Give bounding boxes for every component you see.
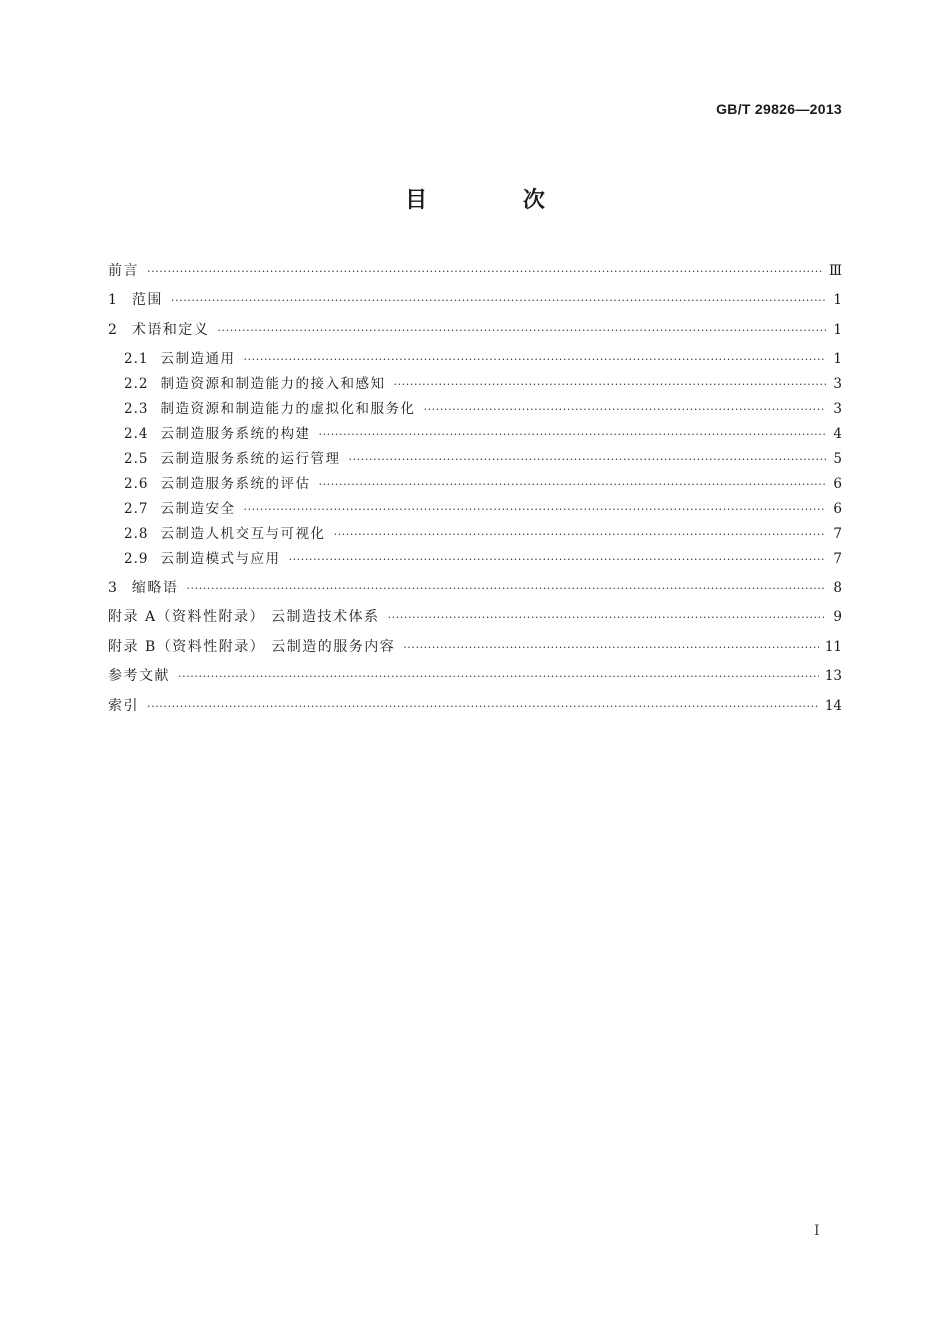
toc-leader-dots (393, 375, 826, 395)
toc-leader-dots (147, 262, 823, 282)
toc-entry-text: 术语和定义 (131, 322, 210, 338)
toc-entry-page: 6 (833, 501, 842, 517)
toc-leader-dots (423, 400, 826, 420)
toc-leader-dots (171, 291, 826, 311)
toc-leader-dots (318, 425, 826, 445)
toc-entry-terms[interactable] (108, 320, 842, 340)
toc-entry-annex-b[interactable] (108, 637, 842, 657)
toc-entry-2-4[interactable] (124, 424, 842, 444)
toc-entry-page: 9 (833, 609, 842, 625)
toc-leader-dots (388, 608, 826, 628)
toc-entry-number: 2.1 (124, 351, 149, 367)
toc-entry-text: 云制造服务系统的评估 (160, 476, 311, 492)
toc-entry-page: 1 (833, 292, 842, 308)
toc-entry-text: 云制造服务系统的构建 (160, 426, 311, 442)
toc-entry-page: 7 (833, 551, 842, 567)
toc-entry-text: 附录 B（资料性附录） 云制造的服务内容 (108, 639, 396, 655)
toc-leader-dots (217, 321, 826, 341)
toc-entry-page: 11 (824, 639, 842, 655)
toc-entry-number: 2.2 (124, 376, 149, 392)
toc-entry-text: 云制造通用 (160, 351, 236, 367)
toc-entry-page: 14 (824, 698, 842, 714)
toc-entry-number: 2.5 (124, 451, 149, 467)
toc-entry-text: 云制造人机交互与可视化 (160, 526, 326, 542)
toc-entry-page: Ⅲ (828, 263, 842, 279)
toc-entry-number: 2.7 (124, 501, 149, 517)
page-number: I (814, 1223, 820, 1239)
toc-entry-number: 3 (108, 580, 118, 596)
toc-entry-2-6[interactable] (124, 474, 842, 494)
toc-entry-2-2[interactable] (124, 374, 842, 394)
toc-entry-text: 云制造安全 (160, 501, 236, 517)
toc-entry-text: 制造资源和制造能力的接入和感知 (160, 376, 386, 392)
toc-entry-2-1[interactable] (124, 349, 842, 369)
toc-entry-page: 5 (833, 451, 842, 467)
toc-entry-number: 2.6 (124, 476, 149, 492)
toc-entry-text: 制造资源和制造能力的虚拟化和服务化 (160, 401, 416, 417)
toc-entry-page: 7 (833, 526, 842, 542)
toc-entry-page: 3 (833, 376, 842, 392)
toc-entry-number: 2 (108, 322, 118, 338)
toc-entry-page: 8 (833, 580, 842, 596)
toc-leader-dots (403, 638, 819, 658)
toc-entry-number: 2.9 (124, 551, 149, 567)
toc-entry-bibliography[interactable] (108, 666, 842, 686)
toc-entry-number: 1 (108, 292, 118, 308)
toc-leader-dots (318, 475, 826, 495)
toc-entry-text: 云制造服务系统的运行管理 (160, 451, 341, 467)
toc-entry-2-7[interactable] (124, 499, 842, 519)
toc-entry-text: 云制造模式与应用 (160, 551, 281, 567)
toc-entry-number: 2.4 (124, 426, 149, 442)
toc-entry-page: 1 (833, 322, 842, 338)
toc-entry-text: 参考文献 (108, 668, 170, 684)
toc-entry-2-3[interactable] (124, 399, 842, 419)
toc-entry-2-9[interactable] (124, 549, 842, 569)
toc-entry-index[interactable] (108, 696, 842, 716)
toc-entry-text: 缩略语 (131, 580, 179, 596)
toc-leader-dots (243, 350, 826, 370)
toc-entry-foreword[interactable] (108, 261, 842, 281)
toc-entry-2-8[interactable] (124, 524, 842, 544)
toc-leader-dots (348, 450, 826, 470)
toc-entry-page: 1 (833, 351, 842, 367)
page-title: 目 次 (405, 188, 589, 213)
toc-entry-text: 前言 (108, 263, 139, 279)
toc-entry-page: 4 (833, 426, 842, 442)
toc-entry-page: 6 (833, 476, 842, 492)
toc-leader-dots (243, 500, 826, 520)
toc-entry-2-5[interactable] (124, 449, 842, 469)
toc-entry-page: 3 (833, 401, 842, 417)
toc-entry-abbreviations[interactable] (108, 578, 842, 598)
toc-entry-number: 2.8 (124, 526, 149, 542)
toc-entry-text: 附录 A（资料性附录） 云制造技术体系 (108, 609, 380, 625)
toc-entry-scope[interactable] (108, 290, 842, 310)
toc-leader-dots (178, 667, 819, 687)
standard-number: GB/T 29826—2013 (716, 101, 842, 117)
toc-leader-dots (147, 697, 819, 717)
toc-leader-dots (333, 525, 826, 545)
toc-entry-annex-a[interactable] (108, 607, 842, 627)
toc-entry-text: 范围 (131, 292, 163, 308)
toc-entry-page: 13 (824, 668, 842, 684)
toc-entry-number: 2.3 (124, 401, 149, 417)
toc-entry-text: 索引 (108, 698, 139, 714)
toc-leader-dots (186, 579, 826, 599)
toc-leader-dots (288, 550, 826, 570)
